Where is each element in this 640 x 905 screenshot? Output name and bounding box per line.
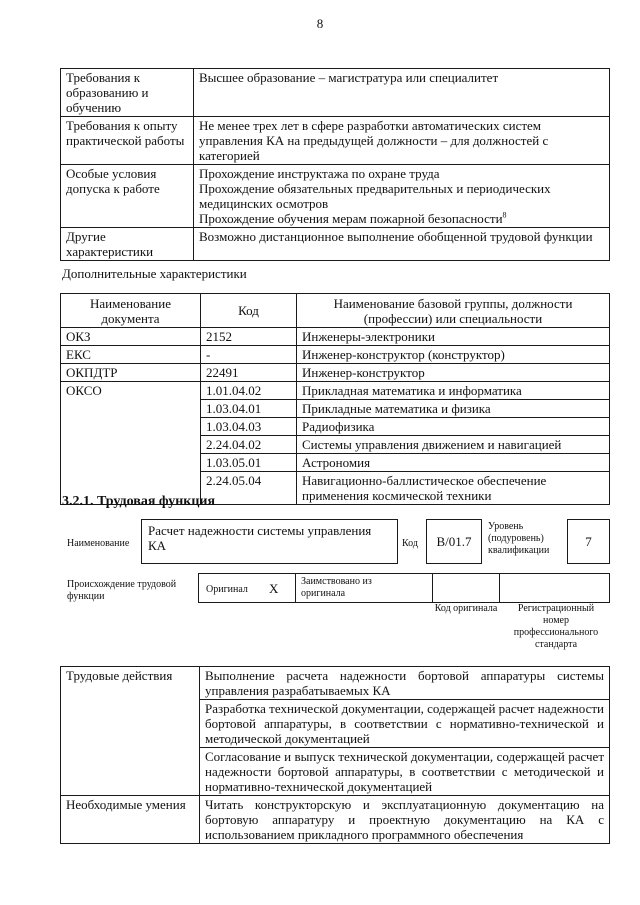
- cell-code: 1.01.04.02: [201, 382, 297, 400]
- row-label: Другие характеристики: [61, 228, 194, 261]
- cell-name: Прикладные математика и физика: [297, 400, 610, 418]
- action-item: Согласование и выпуск технической документации, содержащей расчет надежности бортовой аппаратуры, в соответствии с методической и нормативно-технической документацией: [200, 748, 610, 796]
- header-doc: Наименование документа: [61, 294, 201, 328]
- code-original-caption: Код оригинала: [434, 603, 498, 614]
- table-row: [61, 796, 610, 844]
- origin-label: Происхождение трудовой функции: [67, 579, 177, 602]
- row-value: Высшее образование – магистратура или специалитет: [194, 69, 610, 117]
- cell-code: 2.24.05.04: [201, 472, 297, 505]
- reg-number-caption: Регистрационный номер профессионального стандарта: [513, 603, 599, 650]
- function-code-value: B/01.7: [436, 533, 472, 549]
- table-row: [61, 364, 610, 382]
- origin-divider: [295, 574, 296, 602]
- row-value: [194, 165, 610, 228]
- action-item: Выполнение расчета надежности бортовой аппаратуры системы управления разрабатываемых КА: [200, 667, 610, 700]
- function-name-value: Расчет надежности системы управления КА: [148, 523, 372, 553]
- cell-name: Навигационно-баллистическое обеспечение применения космической техники: [297, 472, 610, 505]
- cell-name: Инженер-конструктор (конструктор): [297, 346, 610, 364]
- table-row: [61, 346, 610, 364]
- requirements-table: [60, 68, 610, 261]
- skill-item: Читать конструкторскую и эксплуатационную документацию на бортовую аппаратуру и проектную документацию на КА с использованием прикладного программного обеспечения: [200, 796, 610, 844]
- original-mark: X: [269, 581, 279, 596]
- cell-code: 1.03.04.03: [201, 418, 297, 436]
- value-line: Прохождение инструктажа по охране труда: [199, 166, 440, 181]
- header-name: Наименование базовой группы, должности (профессии) или специальности: [297, 294, 610, 328]
- cell-name: Прикладная математика и информатика: [297, 382, 610, 400]
- cell-name: Радиофизика: [297, 418, 610, 436]
- cell-name: Инженеры-электроники: [297, 328, 610, 346]
- value-line: Прохождение обучения мерам пожарной безопасности$^8$: [199, 210, 507, 226]
- level-label: Уровень (подуровень) квалификации: [488, 521, 550, 556]
- table-row: [61, 69, 610, 117]
- code-label: Код: [402, 538, 418, 549]
- table-row: [61, 165, 610, 228]
- cell-code: -: [201, 346, 297, 364]
- row-label: Особые условия допуска к работе: [61, 165, 194, 228]
- cell-code: 2.24.04.02: [201, 436, 297, 454]
- name-label: Наименование: [67, 538, 130, 549]
- table-row: [61, 382, 610, 400]
- original-label: Оригинал: [206, 584, 248, 595]
- page-number: 8: [316, 16, 324, 31]
- cell-doc: ОКСО: [61, 382, 201, 505]
- cell-code: 1.03.05.01: [201, 454, 297, 472]
- function-code-box: [426, 519, 482, 564]
- table-header-row: [61, 294, 610, 328]
- row-label: Требования к опыту практической работы: [61, 117, 194, 165]
- cell-name: Астрономия: [297, 454, 610, 472]
- row-label: Трудовые действия: [61, 667, 200, 796]
- header-code: Код: [201, 294, 297, 328]
- cell-doc: ОКПДТР: [61, 364, 201, 382]
- cell-name: Системы управления движением и навигацией: [297, 436, 610, 454]
- additional-title: Дополнительные характеристики: [62, 266, 247, 281]
- function-name-box: [141, 519, 398, 564]
- cell-doc: ОКЗ: [61, 328, 201, 346]
- cell-name: Инженер-конструктор: [297, 364, 610, 382]
- cell-code: 2152: [201, 328, 297, 346]
- row-label: Необходимые умения: [61, 796, 200, 844]
- footnote-mark: 8: [502, 210, 507, 220]
- table-row: [61, 328, 610, 346]
- table-row: [61, 667, 610, 700]
- row-value: Возможно дистанционное выполнение обобщенной трудовой функции: [194, 228, 610, 261]
- value-line: Прохождение обязательных предварительных и периодических медицинских осмотров: [199, 181, 551, 211]
- origin-box: [198, 573, 610, 603]
- code-original-cell: [432, 574, 500, 602]
- row-label: Требования к образованию и обучению: [61, 69, 194, 117]
- additional-table: [60, 293, 610, 505]
- table-row: [61, 117, 610, 165]
- borrowed-label: Заимствовано из оригинала: [301, 576, 372, 599]
- cell-code: 22491: [201, 364, 297, 382]
- level-box: [567, 519, 610, 564]
- row-value: Не менее трех лет в сфере разработки автоматических систем управления КА на предыдущей должности – для должностей с категорией: [194, 117, 610, 165]
- cell-doc: ЕКС: [61, 346, 201, 364]
- action-item: Разработка технической документации, содержащей расчет надежности бортовой аппаратуры, в соответствии с нормативно-технической и методической документацией: [200, 700, 610, 748]
- actions-table: [60, 666, 610, 844]
- level-value: 7: [585, 533, 592, 549]
- cell-code: 1.03.04.01: [201, 400, 297, 418]
- table-row: [61, 228, 610, 261]
- function-heading: 3.2.1. Трудовая функция: [62, 494, 216, 509]
